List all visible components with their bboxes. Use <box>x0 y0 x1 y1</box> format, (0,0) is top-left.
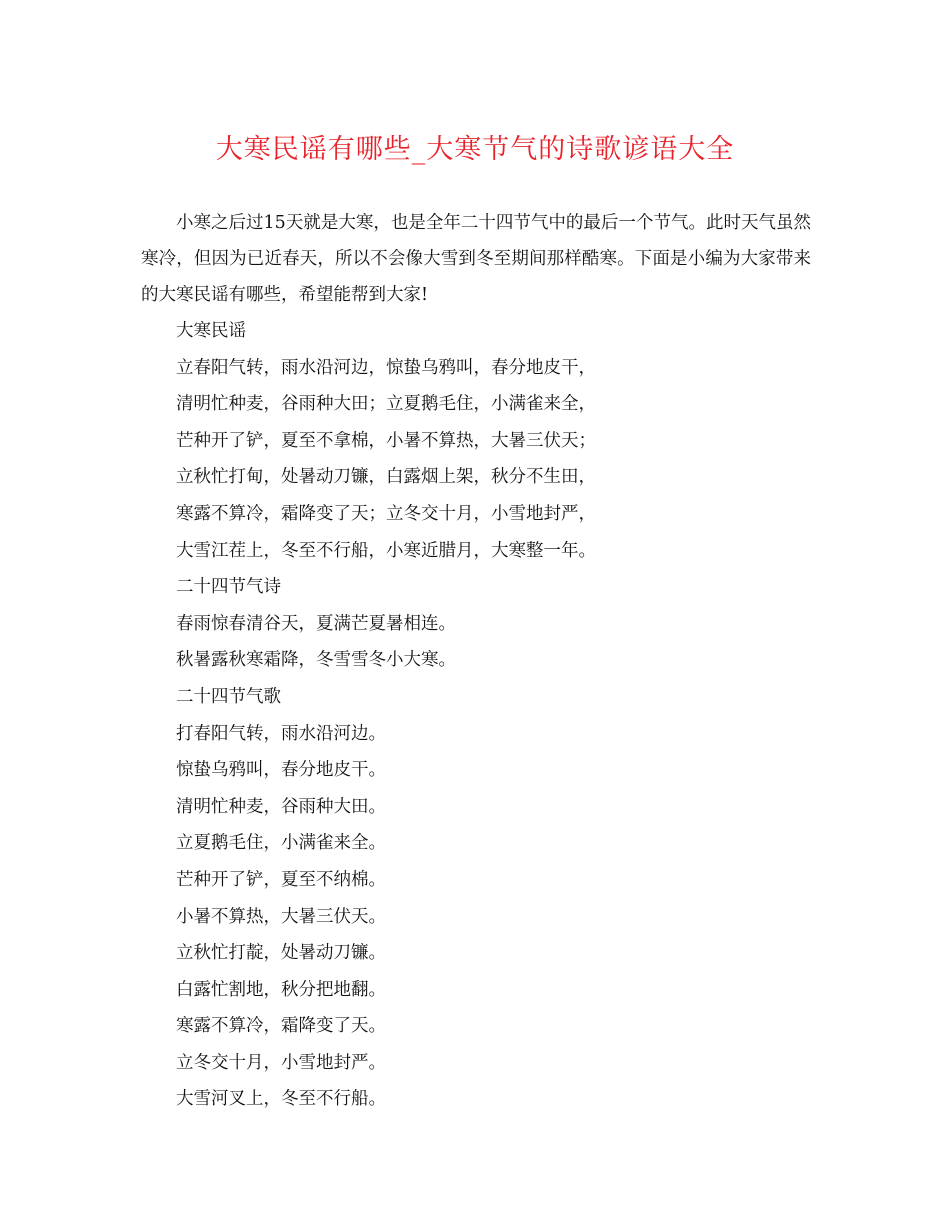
page-title: 大寒民谣有哪些_大寒节气的诗歌谚语大全 <box>215 134 735 165</box>
text-line: 打春阳气转，雨水沿河边。 <box>176 723 386 744</box>
text-line: 大雪河叉上，冬至不行船。 <box>176 1089 386 1110</box>
text-line: 惊蛰乌鸦叫，春分地皮干。 <box>176 760 386 781</box>
text-line: 白露忙割地，秋分把地翻。 <box>176 979 386 1000</box>
text-line: 清明忙种麦，谷雨种大田。 <box>176 796 386 817</box>
text-line: 大雪江茬上，冬至不行船，小寒近腊月，大寒整一年。 <box>176 540 596 561</box>
document-body <box>141 205 811 1118</box>
intro-paragraph: 小寒之后过15天就是大寒，也是全年二十四节气中的最后一个节气。此时天气虽然寒冷，但因为已近春天，所以不会像大雪到冬至期间那样酷寒。下面是小编为大家带来的大寒民谣有哪些，希望能帮到大家! <box>141 213 811 305</box>
text-lines <box>141 313 811 1118</box>
text-line: 春雨惊春清谷天，夏满芒夏暑相连。 <box>176 613 456 634</box>
text-line: 立秋忙打靛，处暑动刀镰。 <box>176 943 386 964</box>
text-line: 芒种开了铲，夏至不纳棉。 <box>176 869 386 890</box>
text-line: 立春阳气转，雨水沿河边，惊蛰乌鸦叫，春分地皮干， <box>176 357 596 378</box>
text-line: 小暑不算热，大暑三伏天。 <box>176 906 386 927</box>
section-heading-song: 二十四节气歌 <box>176 686 281 707</box>
section-heading-folk-song: 大寒民谣 <box>176 321 246 341</box>
section-heading-poem: 二十四节气诗 <box>176 577 281 598</box>
text-line: 秋暑露秋寒霜降，冬雪雪冬小大寒。 <box>176 650 456 671</box>
text-line: 立冬交十月，小雪地封严。 <box>176 1052 386 1073</box>
text-line: 立夏鹅毛住，小满雀来全。 <box>176 833 386 854</box>
text-line: 清明忙种麦，谷雨种大田；立夏鹅毛住，小满雀来全， <box>176 394 596 415</box>
text-line: 寒露不算冷，霜降变了天。 <box>176 1016 386 1037</box>
text-line: 寒露不算冷，霜降变了天；立冬交十月，小雪地封严， <box>176 503 596 524</box>
text-line: 芒种开了铲，夏至不拿棉，小暑不算热，大暑三伏天； <box>176 430 596 451</box>
text-line: 立秋忙打甸，处暑动刀镰，白露烟上架，秋分不生田， <box>176 467 596 488</box>
